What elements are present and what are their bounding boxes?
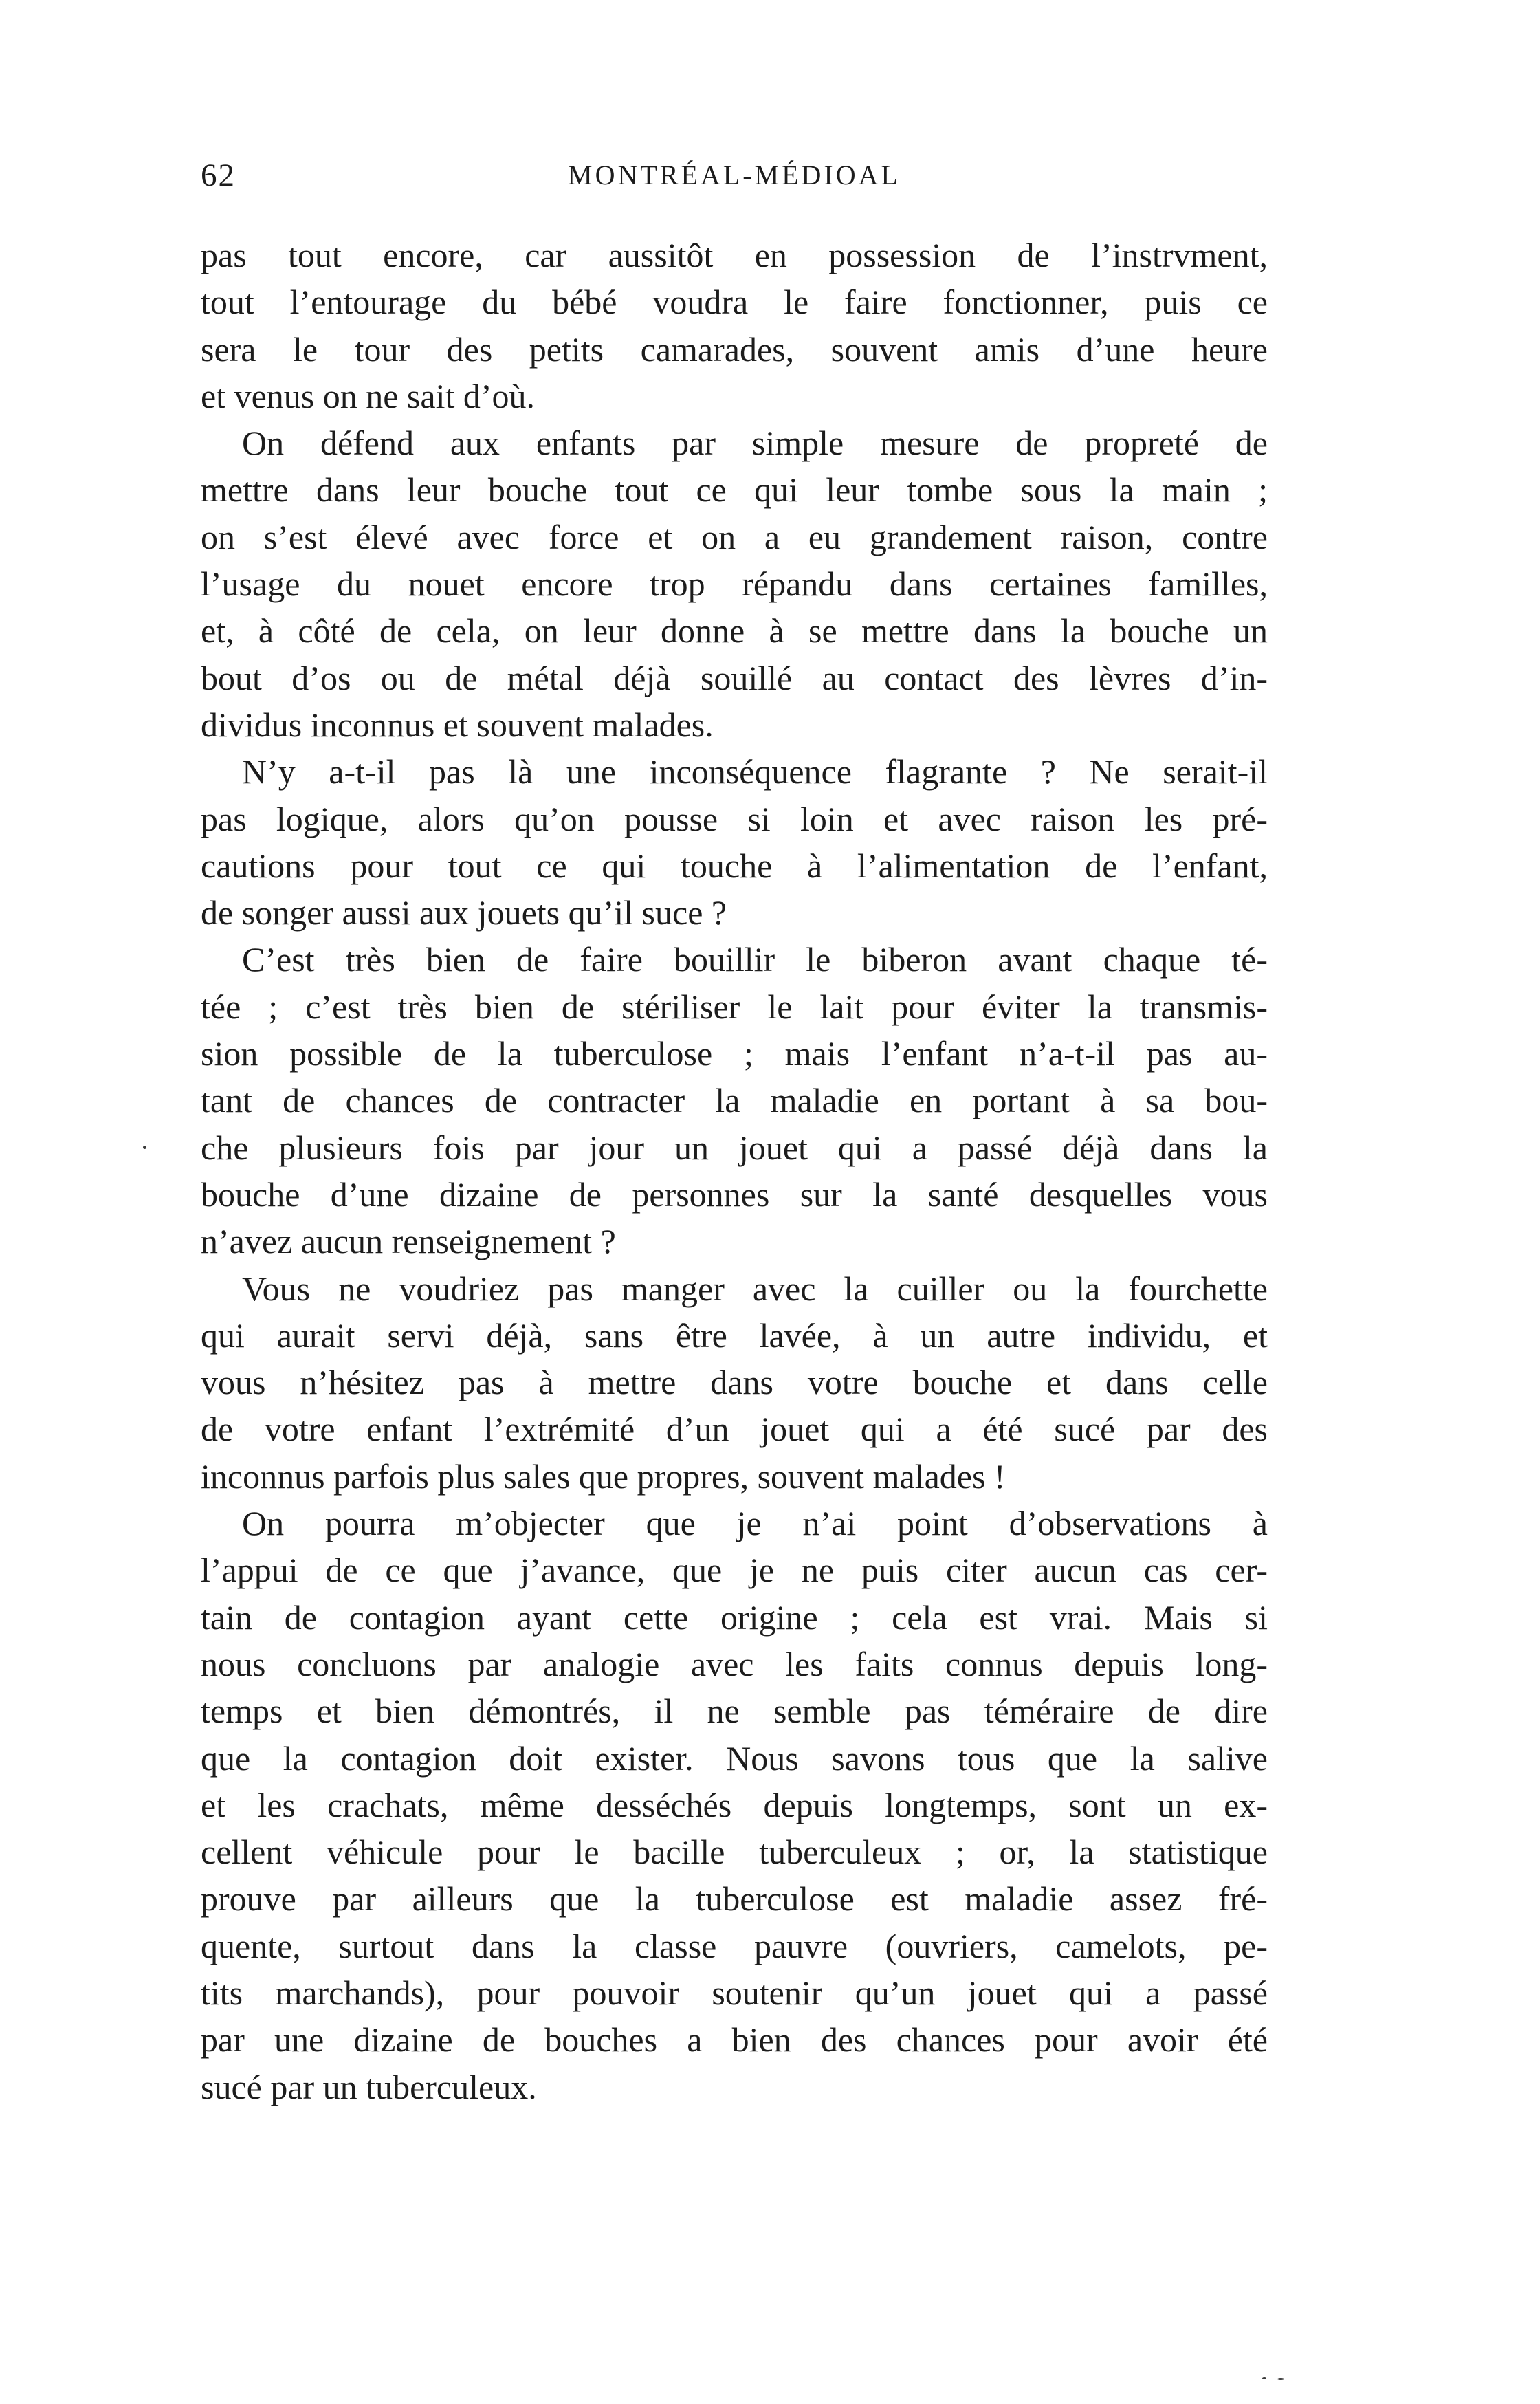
text-line: tits marchands), pour pouvoir soutenir qu’un jouet qui a passé — [201, 1973, 1268, 2012]
text-line: nous concluons par analogie avec les faits connus depuis long- — [201, 1644, 1268, 1683]
page-header — [201, 155, 1268, 210]
paragraph — [201, 936, 1268, 1265]
text-line: mettre dans leur bouche tout ce qui leur tombe sous la main ; — [201, 470, 1268, 510]
text-line: inconnus parfois plus sales que propres, souvent malades ! — [201, 1456, 1006, 1496]
text-line: N’y a-t-il pas là une inconséquence flagrante ? Ne serait-il — [242, 752, 1268, 791]
text-line: sion possible de la tuberculose ; mais l’enfant n’a-t-il pas au- — [201, 1034, 1268, 1073]
text-line: l’appui de ce que j’avance, que je ne puis citer aucun cas cer- — [201, 1551, 1268, 1590]
text-line: pas logique, alors qu’on pousse si loin et avec raison les pré- — [201, 799, 1268, 838]
text-line: cautions pour tout ce qui touche à l’alimentation de l’enfant, — [201, 846, 1268, 885]
text-line: tée ; c’est très bien de stériliser le lait pour éviter la transmis- — [201, 987, 1268, 1026]
text-line: on s’est élevé avec force et on a eu grandement raison, contre — [201, 517, 1268, 556]
scan-speck — [143, 1146, 146, 1149]
paragraph — [201, 419, 1268, 748]
text-line: de songer aussi aux jouets qu’il suce ? — [201, 893, 727, 932]
text-line: bouche d’une dizaine de personnes sur la santé desquelles vous — [201, 1174, 1268, 1214]
body-text — [201, 232, 1268, 2110]
paragraph — [201, 748, 1268, 936]
text-line: On défend aux enfants par simple mesure de propreté de — [242, 424, 1268, 463]
paragraph — [201, 1265, 1268, 1500]
text-line: qui aurait servi déjà, sans être lavée, à un autre individu, et — [201, 1315, 1268, 1355]
text-line: pas tout encore, car aussitôt en possession de l’instrvment, — [201, 236, 1268, 274]
page-number: 62 — [201, 157, 236, 193]
text-line: tout l’entourage du bébé voudra le faire fonctionner, puis ce — [201, 283, 1268, 322]
text-line: temps et bien démontrés, il ne semble pas téméraire de dire — [201, 1692, 1268, 1731]
text-line: que la contagion doit exister. Nous savons tous que la salive — [201, 1738, 1268, 1778]
text-line: cellent véhicule pour le bacille tuberculeux ; or, la statistique — [201, 1833, 1268, 1872]
text-line: prouve par ailleurs que la tuberculose est maladie assez fré- — [201, 1879, 1268, 1919]
text-line: On pourra m’objecter que je n’ai point d’observations à — [242, 1504, 1268, 1543]
text-line: par une dizaine de bouches a bien des chances pour avoir été — [201, 2020, 1268, 2059]
text-line: vous n’hésitez pas à mettre dans votre bouche et dans celle — [201, 1363, 1268, 1402]
text-line: sucé par un tuberculeux. — [201, 2067, 537, 2106]
text-line: bout d’os ou de métal déjà souillé au contact des lèvres d’in- — [201, 658, 1268, 697]
text-line: dividus inconnus et souvent malades. — [201, 705, 714, 744]
text-line: et, à côté de cela, on leur donne à se mettre dans la bouche un — [201, 611, 1268, 651]
text-line: sera le tour des petits camarades, souvent amis d’une heure — [201, 329, 1268, 369]
text-line: tant de chances de contracter la maladie en portant à sa bou- — [201, 1081, 1268, 1120]
text-line: et les crachats, même desséchés depuis longtemps, sont un ex- — [201, 1785, 1268, 1824]
text-line: tain de contagion ayant cette origine ; cela est vrai. Mais si — [201, 1597, 1268, 1637]
paragraph — [201, 1500, 1268, 2110]
text-line: de votre enfant l’extrémité d’un jouet qui a été sucé par des — [201, 1410, 1268, 1449]
text-line: Vous ne voudriez pas manger avec la cuiller ou la fourchette — [242, 1269, 1268, 1308]
text-line: quente, surtout dans la classe pauvre (ouvriers, camelots, pe- — [201, 1926, 1268, 1965]
paragraph — [201, 232, 1268, 419]
scan-speck — [1262, 2377, 1266, 2379]
text-line: n’avez aucun renseignement ? — [201, 1222, 616, 1261]
text-line: l’usage du nouet encore trop répandu dans certaines familles, — [201, 565, 1268, 604]
text-line: et venus on ne sait d’où. — [201, 376, 536, 415]
running-title: MONTRÉAL-MÉDIOAL — [568, 160, 901, 190]
text-line: C’est très bien de faire bouillir le biberon avant chaque té- — [242, 940, 1268, 979]
scan-speck — [1277, 2378, 1284, 2380]
text-line: che plusieurs fois par jour un jouet qui a passé déjà dans la — [201, 1128, 1268, 1167]
